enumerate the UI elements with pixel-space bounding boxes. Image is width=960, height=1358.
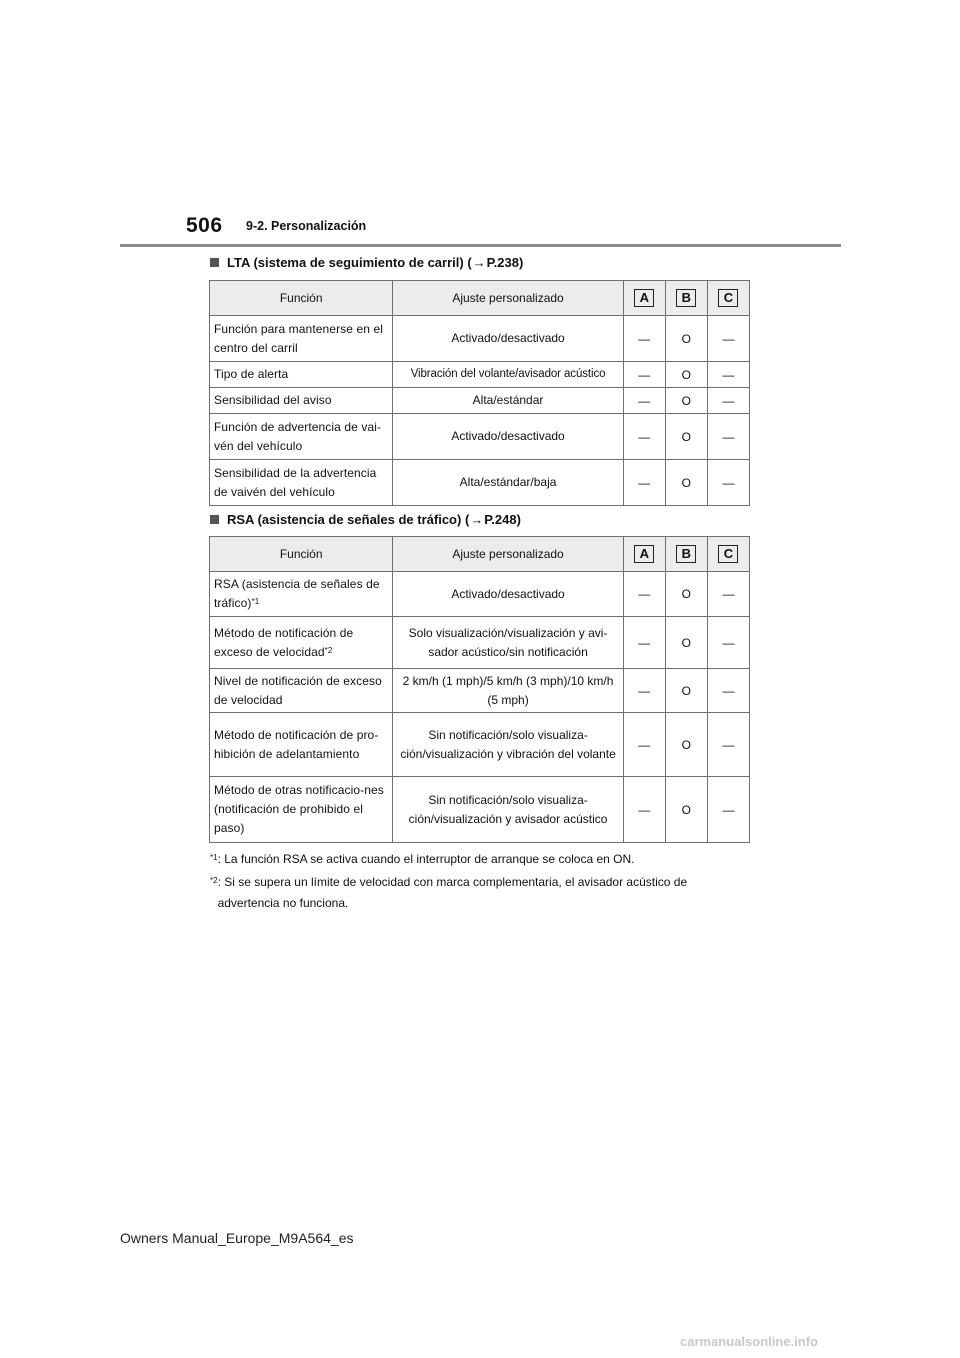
cell-setting: Solo visualización/visualización y avi-sador acústico/sin notificación bbox=[393, 617, 623, 669]
footnote-text: : La función RSA se activa cuando el interruptor de arranque se coloca en ON. bbox=[217, 852, 635, 866]
table-row bbox=[210, 414, 750, 460]
cell-b: O bbox=[665, 362, 707, 388]
cell-setting: Activado/desactivado bbox=[393, 572, 623, 617]
manual-id: Owners Manual_Europe_M9A564_es bbox=[120, 1230, 354, 1246]
letter-c-icon: C bbox=[718, 545, 738, 563]
cell-function: Nivel de notificación de exceso de velocidad bbox=[210, 669, 393, 713]
cell-function-text: RSA (asistencia de señales de tráfico) bbox=[214, 577, 380, 610]
cell-setting: Vibración del volante/avisador acústico bbox=[393, 362, 623, 388]
cell-setting: Activado/desactivado bbox=[393, 316, 623, 362]
column-header-a bbox=[623, 281, 665, 316]
table-row bbox=[210, 362, 750, 388]
cell-c: — bbox=[707, 414, 749, 460]
cell-a: — bbox=[623, 669, 665, 713]
square-bullet-icon bbox=[210, 258, 219, 267]
rsa-heading-text: RSA (asistencia de señales de tráfico) ( bbox=[227, 512, 470, 527]
cell-setting: Alta/estándar bbox=[393, 388, 623, 414]
cell-a: — bbox=[623, 777, 665, 843]
section-title: 9-2. Personalización bbox=[246, 219, 367, 233]
cell-b: O bbox=[665, 617, 707, 669]
page-number: 506 bbox=[186, 214, 223, 237]
cell-setting: Alta/estándar/baja bbox=[393, 460, 623, 506]
square-bullet-icon bbox=[210, 515, 219, 524]
column-header-function: Función bbox=[210, 281, 393, 316]
cell-setting: 2 km/h (1 mph)/5 km/h (3 mph)/10 km/h (5 mph) bbox=[393, 669, 623, 713]
cell-function: Método de notificación de pro-hibición de adelantamiento bbox=[210, 713, 393, 777]
cell-b: O bbox=[665, 414, 707, 460]
cell-c: — bbox=[707, 669, 749, 713]
cell-function: Tipo de alerta bbox=[210, 362, 393, 388]
column-header-c bbox=[707, 537, 749, 572]
lta-table bbox=[209, 280, 750, 506]
cell-c: — bbox=[707, 572, 749, 617]
cell-a: — bbox=[623, 572, 665, 617]
letter-b-icon: B bbox=[676, 289, 696, 307]
cell-a: — bbox=[623, 460, 665, 506]
table-row bbox=[210, 777, 750, 843]
table-header-row bbox=[210, 281, 750, 316]
cell-function: Función de advertencia de vai-vén del vehículo bbox=[210, 414, 393, 460]
cell-function bbox=[210, 572, 393, 617]
rsa-heading bbox=[210, 512, 521, 527]
table-row bbox=[210, 713, 750, 777]
cell-c: — bbox=[707, 617, 749, 669]
footnote-ref: *1 bbox=[251, 597, 260, 606]
footnote-mark: *1 bbox=[210, 853, 218, 862]
right-arrow-icon: → bbox=[470, 512, 484, 527]
cell-function: Función para mantenerse en el centro del carril bbox=[210, 316, 393, 362]
footnote-1 bbox=[210, 849, 750, 870]
cell-c: — bbox=[707, 316, 749, 362]
cell-b: O bbox=[665, 316, 707, 362]
cell-function-text: Método de notificación de exceso de velocidad bbox=[214, 625, 354, 659]
cell-b: O bbox=[665, 388, 707, 414]
cell-function: Sensibilidad de la advertencia de vaivén del vehículo bbox=[210, 460, 393, 506]
cell-a: — bbox=[623, 713, 665, 777]
lta-heading-text: LTA (sistema de seguimiento de carril) ( bbox=[227, 255, 472, 270]
table-row bbox=[210, 617, 750, 669]
table-row bbox=[210, 316, 750, 362]
cell-setting: Sin notificación/solo visualiza-ción/visualización y avisador acústico bbox=[393, 777, 623, 843]
letter-b-icon: B bbox=[676, 545, 696, 563]
cell-b: O bbox=[665, 572, 707, 617]
header-rule bbox=[120, 244, 841, 247]
letter-c-icon: C bbox=[718, 289, 738, 307]
cell-c: — bbox=[707, 362, 749, 388]
cell-a: — bbox=[623, 414, 665, 460]
table-header-row bbox=[210, 537, 750, 572]
column-header-c bbox=[707, 281, 749, 316]
cell-function: Sensibilidad del aviso bbox=[210, 388, 393, 414]
letter-a-icon: A bbox=[634, 545, 654, 563]
cell-b: O bbox=[665, 669, 707, 713]
lta-heading bbox=[210, 255, 523, 270]
rsa-table bbox=[209, 536, 750, 843]
column-header-setting: Ajuste personalizado bbox=[393, 281, 623, 316]
footnote-text: : Si se supera un límite de velocidad con marca complementaria, el avisador acústico de advertencia no funciona. bbox=[217, 875, 688, 910]
cell-c: — bbox=[707, 460, 749, 506]
cell-setting: Activado/desactivado bbox=[393, 414, 623, 460]
table-row bbox=[210, 669, 750, 713]
footnote-ref: *2 bbox=[324, 645, 333, 655]
cell-c: — bbox=[707, 777, 749, 843]
column-header-b bbox=[665, 281, 707, 316]
watermark: carmanualsonline.info bbox=[680, 1334, 818, 1349]
table-row bbox=[210, 572, 750, 617]
rsa-heading-ref: P.248) bbox=[484, 512, 521, 527]
cell-function: Método de otras notificacio-nes (notificación de prohibido el paso) bbox=[210, 777, 393, 843]
cell-c: — bbox=[707, 713, 749, 777]
cell-a: — bbox=[623, 388, 665, 414]
table-row bbox=[210, 388, 750, 414]
cell-a: — bbox=[623, 617, 665, 669]
footnote-mark: *2 bbox=[210, 876, 218, 885]
right-arrow-icon: → bbox=[472, 255, 486, 270]
column-header-setting: Ajuste personalizado bbox=[393, 537, 623, 572]
cell-a: — bbox=[623, 362, 665, 388]
letter-a-icon: A bbox=[634, 289, 654, 307]
cell-b: O bbox=[665, 460, 707, 506]
cell-setting: Sin notificación/solo visualiza-ción/visualización y vibración del volante bbox=[393, 713, 623, 777]
footnote-2 bbox=[210, 872, 750, 914]
cell-c: — bbox=[707, 388, 749, 414]
lta-heading-ref: P.238) bbox=[486, 255, 524, 270]
table-row bbox=[210, 460, 750, 506]
cell-b: O bbox=[665, 713, 707, 777]
column-header-b bbox=[665, 537, 707, 572]
cell-b: O bbox=[665, 777, 707, 843]
column-header-function: Función bbox=[210, 537, 393, 572]
cell-function bbox=[210, 617, 393, 669]
column-header-a bbox=[623, 537, 665, 572]
cell-a: — bbox=[623, 316, 665, 362]
